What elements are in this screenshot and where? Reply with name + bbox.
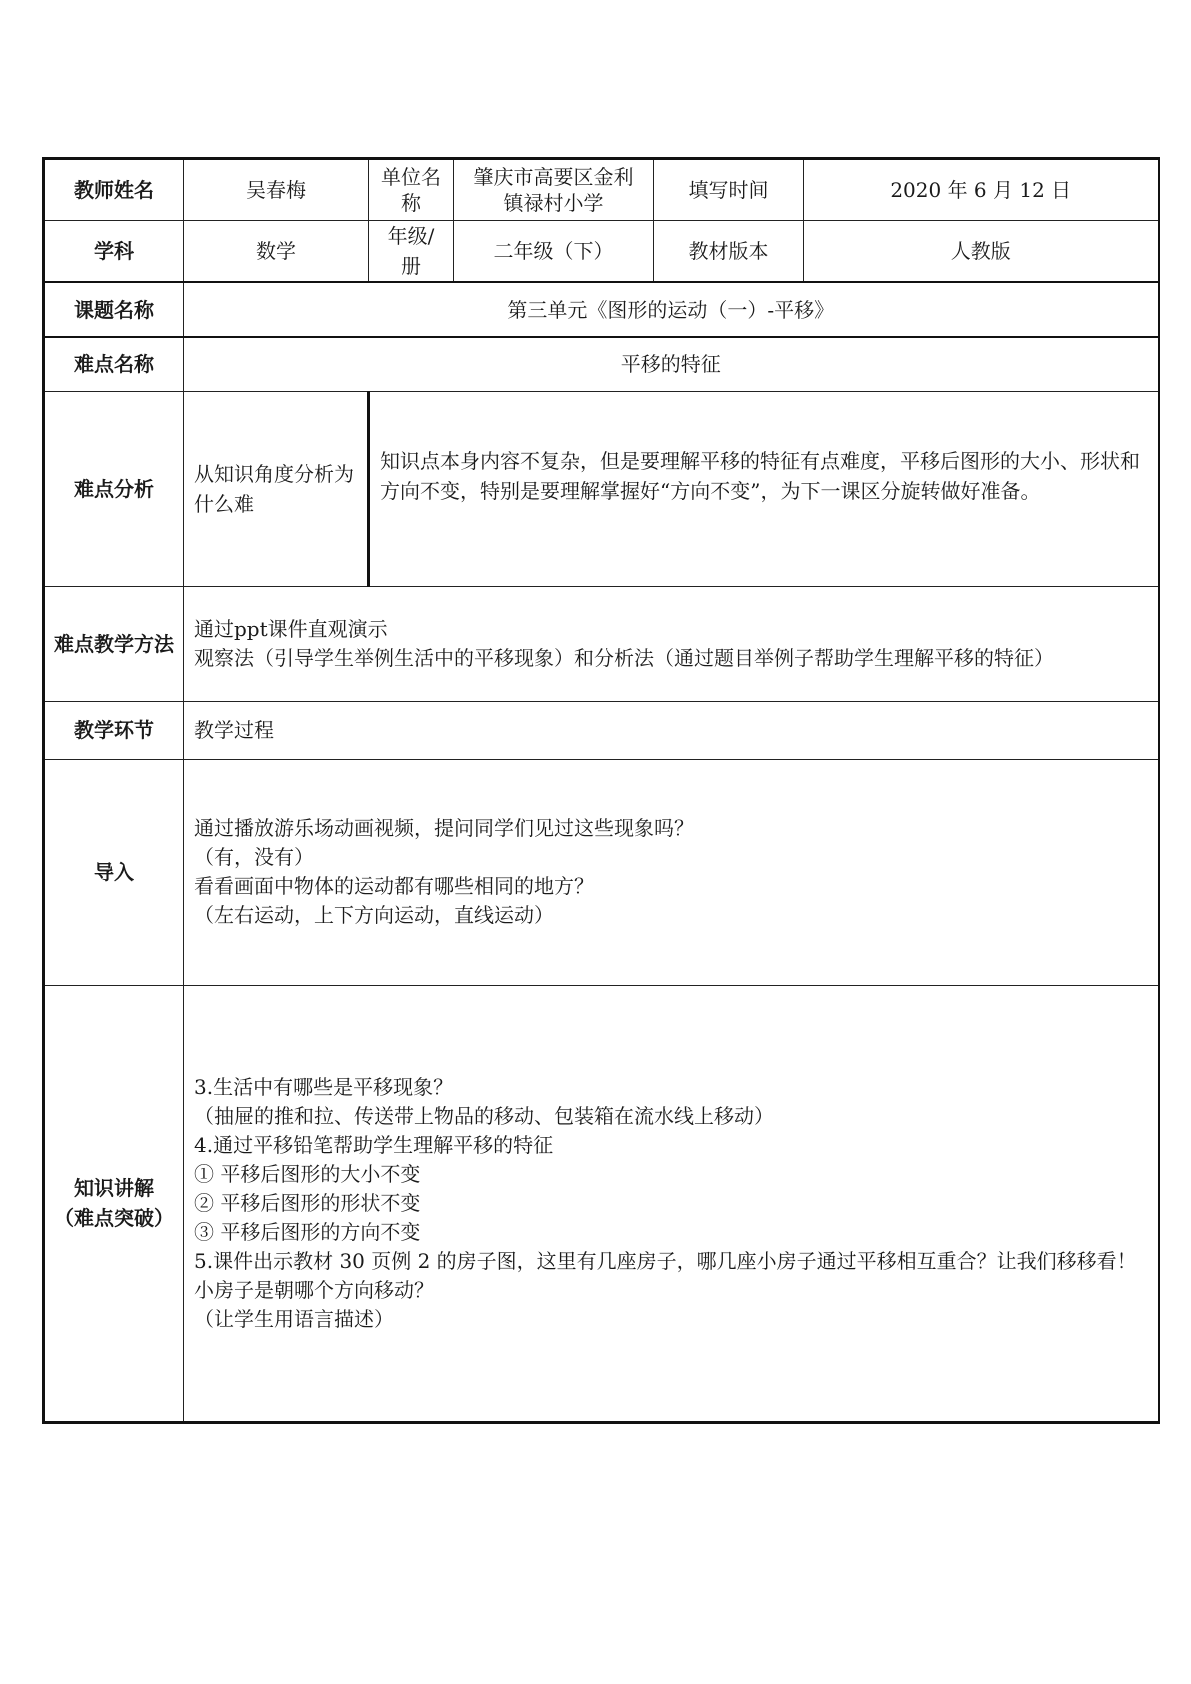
unit-label: 单位名称: [369, 159, 454, 221]
knowledge-line: ① 平移后图形的大小不变: [194, 1161, 421, 1186]
date-value: 2020 年 6 月 12 日: [804, 159, 1159, 221]
topic-value: 第三单元《图形的运动（一）-平移》: [184, 282, 1159, 337]
row-teacher: [44, 159, 1159, 221]
row-knowledge: [44, 985, 1159, 1422]
row-intro: [44, 759, 1159, 985]
knowledge-line: ③ 平移后图形的方向不变: [194, 1219, 421, 1244]
grade-label: 年级/册: [369, 221, 454, 283]
knowledge-text: [184, 985, 1159, 1422]
row-subject: [44, 221, 1159, 283]
intro-label: 导入: [44, 759, 184, 985]
intro-text: [184, 759, 1159, 985]
lesson-plan-table: [42, 157, 1160, 1424]
difficulty-label: 难点名称: [44, 337, 184, 391]
method-text: [184, 586, 1159, 701]
teacher-label: 教师姓名: [44, 159, 184, 221]
subject-label: 学科: [44, 221, 184, 283]
row-process: [44, 701, 1159, 759]
row-method: [44, 586, 1159, 701]
analysis-sublabel: 从知识角度分析为什么难: [184, 391, 369, 586]
unit-value: 肇庆市高要区金利镇禄村小学: [454, 159, 654, 221]
teacher-value: 吴春梅: [184, 159, 369, 221]
row-analysis: [44, 391, 1159, 586]
knowledge-line: 5.课件出示教材 30 页例 2 的房子图，这里有几座房子，哪几座小房子通过平移相互重合？让我们移移看！小房子是朝哪个方向移动？: [194, 1248, 1137, 1302]
method-line: 通过ppt课件直观演示: [194, 616, 388, 641]
intro-line: （左右运动，上下方向运动，直线运动）: [194, 903, 554, 927]
edition-label: 教材版本: [654, 221, 804, 283]
knowledge-line: （让学生用语言描述）: [194, 1306, 394, 1331]
knowledge-line: ② 平移后图形的形状不变: [194, 1190, 421, 1215]
analysis-label: 难点分析: [44, 391, 184, 586]
knowledge-label-line: （难点突破）: [54, 1206, 174, 1230]
date-label: 填写时间: [654, 159, 804, 221]
method-line: 观察法（引导学生举例生活中的平移现象）和分析法（通过题目举例子帮助学生理解平移的特征）: [194, 645, 1054, 670]
subject-value: 数学: [184, 221, 369, 283]
knowledge-line: 3.生活中有哪些是平移现象？: [194, 1074, 454, 1099]
intro-line: 通过播放游乐场动画视频，提问同学们见过这些现象吗？: [194, 816, 694, 840]
method-label: 难点教学方法: [44, 586, 184, 701]
intro-line: （有，没有）: [194, 845, 314, 869]
knowledge-label-line: 知识讲解: [74, 1176, 154, 1200]
edition-value: 人教版: [804, 221, 1159, 283]
grade-value: 二年级（下）: [454, 221, 654, 283]
topic-label: 课题名称: [44, 282, 184, 337]
knowledge-label: [44, 985, 184, 1422]
intro-line: 看看画面中物体的运动都有哪些相同的地方？: [194, 874, 594, 898]
row-topic: [44, 282, 1159, 337]
process-value: 教学过程: [184, 701, 1159, 759]
difficulty-value: 平移的特征: [184, 337, 1159, 391]
row-difficulty: [44, 337, 1159, 391]
analysis-text: 知识点本身内容不复杂，但是要理解平移的特征有点难度，平移后图形的大小、形状和方向不变，特别是要理解掌握好“方向不变”，为下一课区分旋转做好准备。: [369, 391, 1159, 586]
process-label: 教学环节: [44, 701, 184, 759]
knowledge-line: 4.通过平移铅笔帮助学生理解平移的特征: [194, 1132, 554, 1157]
knowledge-line: （抽屉的推和拉、传送带上物品的移动、包装箱在流水线上移动）: [194, 1103, 774, 1128]
